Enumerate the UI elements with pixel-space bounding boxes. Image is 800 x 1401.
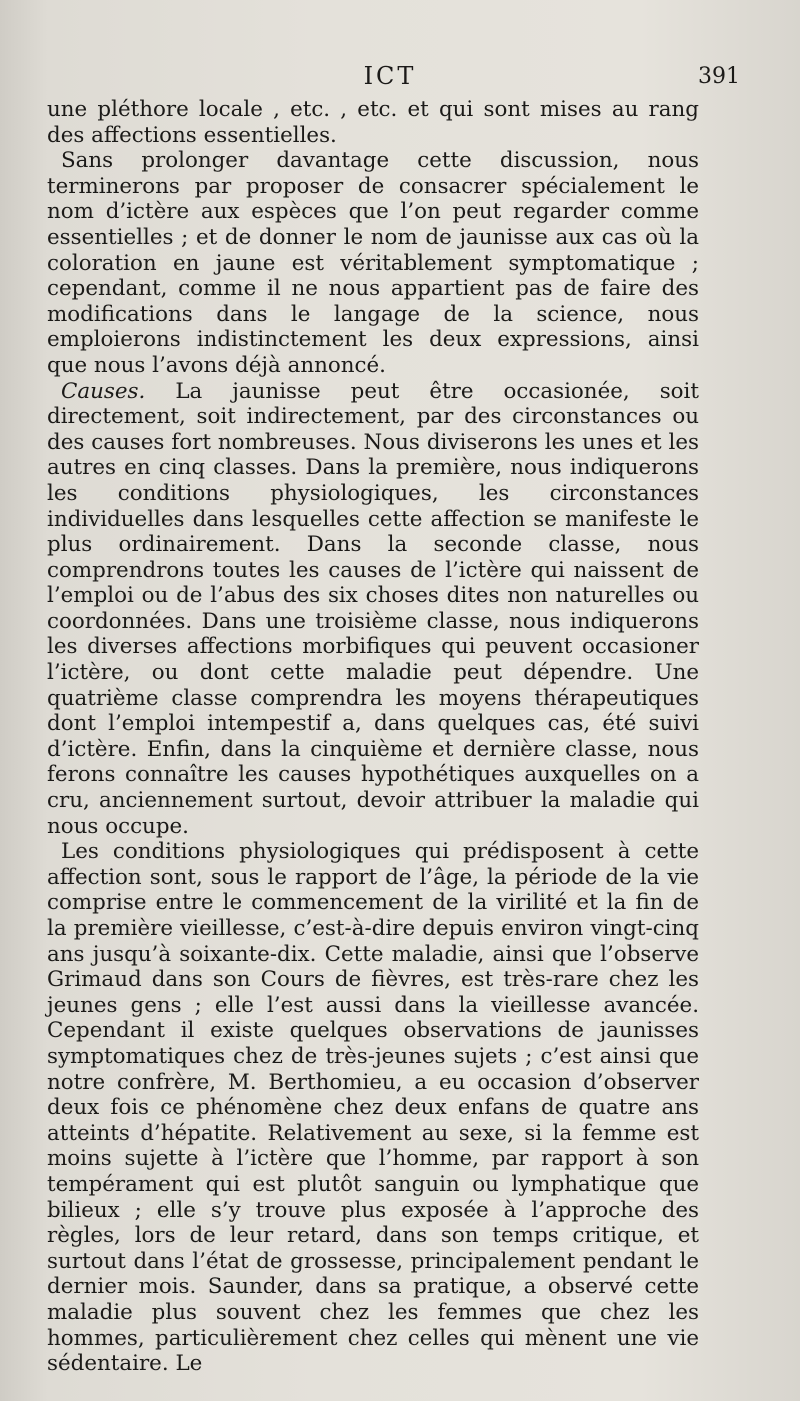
paragraph-3 xyxy=(47,379,699,840)
paragraph-4: Les conditions physiologiques qui prédisposent à cette affection sont, sous le rapport de l’âge, la période de la vie comprise entre le commencement de la virilité et la fin de la première vieillesse, c’est-à-dire depuis environ vingt-cinq ans jusqu’à soixante-dix. Cette maladie, ainsi que l’observe Grimaud dans son Cours de fièvres, est très-rare chez les jeunes gens ; elle l’est aussi dans la vieillesse avancée. Cependant il existe quelques observations de jaunisses symptomatiques chez de très-jeunes sujets ; c’est ainsi que notre confrère, M. Berthomieu, a eu occasion d’observer deux fois ce phénomène chez deux enfans de quatre ans atteints d’hépatite. Relativement au sexe, si la femme est moins sujette à l’ictère que l’homme, par rapport à son tempérament qui est plutôt sanguin ou lymphatique que bilieux ; elle s’y trouve plus exposée à l’approche des règles, lors de leur retard, dans son temps critique, et surtout dans l’état de grossesse, principalement pendant le dernier mois. Saunder, dans sa pratique, a observé cette maladie plus souvent chez les femmes que chez les hommes, particulièrement chez celles qui mènent une vie sédentaire. Le xyxy=(47,839,699,1377)
running-head: ICT xyxy=(363,62,417,90)
section-heading-causes: Causes. xyxy=(61,378,146,404)
page-header xyxy=(40,62,740,96)
paragraph-2: Sans prolonger davantage cette discussion, nous terminerons par proposer de consacrer spécialement le nom d’ictère aux espèces que l’on peut regarder comme essentielles ; et de donner le nom de jaunisse aux cas où la coloration en jaune est véritablement symptomatique ; cependant, comme il ne nous appartient pas de faire des modifications dans le langage de la science, nous emploierons indistinctement les deux expressions, ainsi que nous l’avons déjà annoncé. xyxy=(47,148,699,378)
body-text xyxy=(47,97,699,1377)
paragraph-3-text: La jaunisse peut être occasionée, soit directement, soit indirectement, par des circonstances ou des causes fort nombreuses. Nous diviserons les unes et les autres en cinq classes. Dans la première, nous indiquerons les conditions physiologiques, les circonstances individuelles dans lesquelles cette affection se manifeste le plus ordinairement. Dans la seconde classe, nous comprendrons toutes les causes de l’ictère qui naissent de l’emploi ou de l’abus des six choses dites non naturelles ou coordonnées. Dans une troisième classe, nous indiquerons les diverses affections morbifiques qui peuvent occasioner l’ictère, ou dont cette maladie peut dépendre. Une quatrième classe comprendra les moyens thérapeutiques dont l’emploi intempestif a, dans quelques cas, été suivi d’ictère. Enfin, dans la cinquième et dernière classe, nous ferons connaître les causes hypothétiques auxquelles on a cru, anciennement surtout, devoir attribuer la maladie qui nous occupe. xyxy=(47,378,699,839)
page-number: 391 xyxy=(698,64,740,89)
paragraph-1: une pléthore locale , etc. , etc. et qui sont mises au rang des affections essentielles. xyxy=(47,97,699,148)
